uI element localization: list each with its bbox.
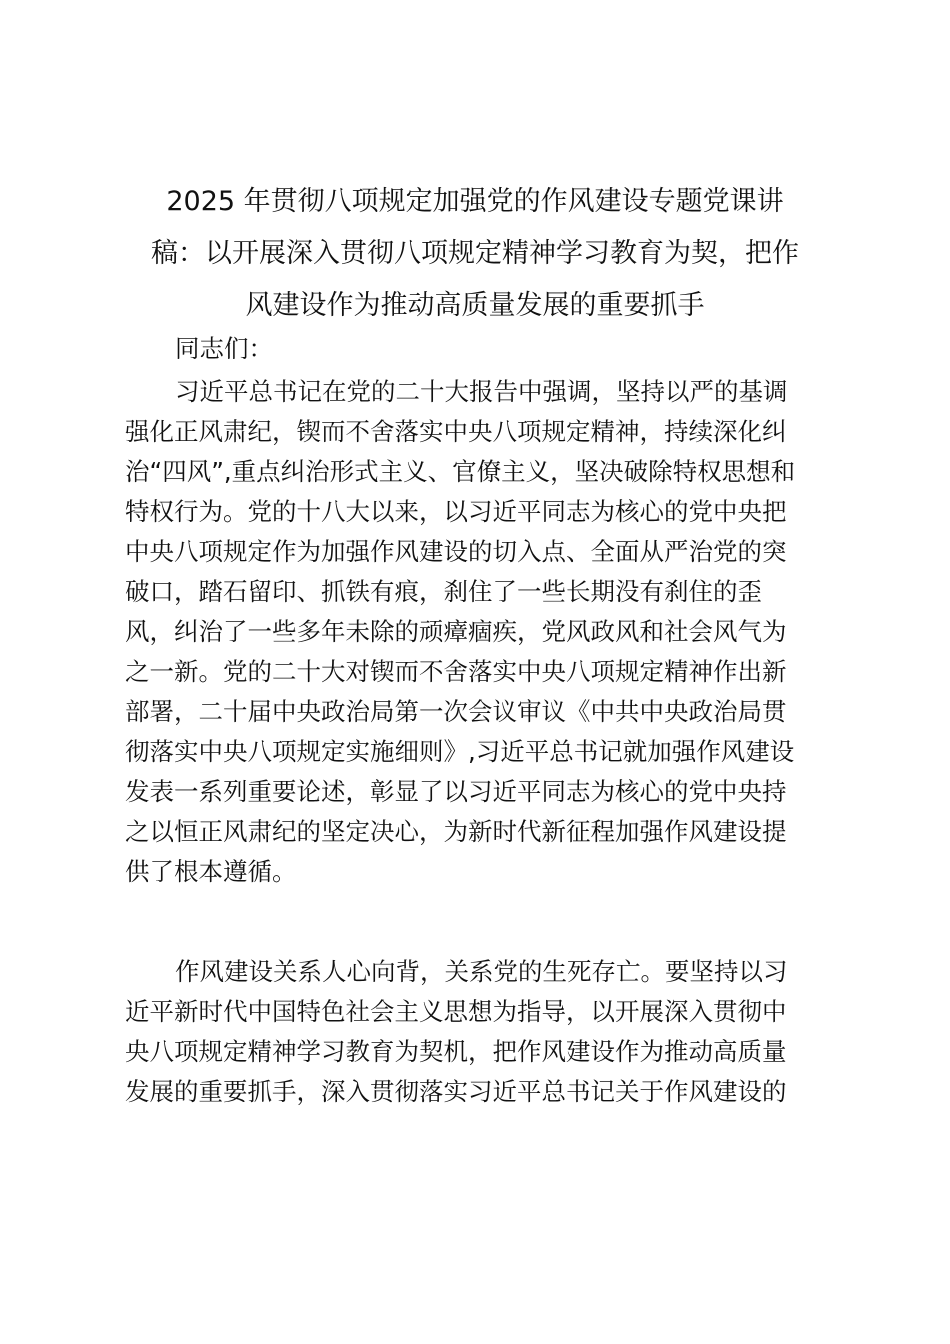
paragraph-line: 彻落实中央八项规定实施细则》,习近平总书记就加强作风建设 [125,737,795,766]
paragraph-line: 治“四风”,重点纠治形式主义、官僚主义，坚决破除特权思想和 [125,457,796,486]
paragraph-line: 作风建设关系人心向背，关系党的生死存亡。要坚持以习 [175,957,788,986]
paragraph-line: 央八项规定精神学习教育为契机，把作风建设作为推动高质量 [125,1037,787,1066]
title-line: 稿：以开展深入贯彻八项规定精神学习教育为契，把作 [151,238,799,269]
paragraph-2 [125,952,830,1112]
paragraph-line: 发表一系列重要论述，彰显了以习近平同志为核心的党中央持 [125,777,787,806]
paragraph-line: 中央八项规定作为加强作风建设的切入点、全面从严治党的突 [125,537,787,566]
paragraph-line: 发展的重要抓手，深入贯彻落实习近平总书记关于作风建设的 [125,1077,787,1106]
paragraph-line: 近平新时代中国特色社会主义思想为指导，以开展深入贯彻中 [125,997,787,1026]
paragraph-line: 之一新。党的二十大对锲而不舍落实中央八项规定精神作出新 [125,657,787,686]
paragraph-line: 习近平总书记在党的二十大报告中强调，坚持以严的基调 [175,377,788,406]
paragraph-line: 特权行为。党的十八大以来，以习近平同志为核心的党中央把 [125,497,787,526]
paragraph-line: 之以恒正风肃纪的坚定决心，为新时代新征程加强作风建设提 [125,817,787,846]
greeting-text: 同志们： [175,334,273,363]
paragraph-line: 部署，二十届中央政治局第一次会议审议《中共中央政治局贯 [125,697,787,726]
paragraph-1 [125,372,830,892]
paragraph-line: 风，纠治了一些多年未除的顽瘴痼疾，党风政风和社会风气为 [125,617,787,646]
title-line: 风建设作为推动高质量发展的重要抓手 [245,290,705,321]
paragraph-line: 供了根本遵循。 [125,857,297,886]
greeting [125,329,830,369]
document-title [125,176,825,332]
paragraph-line: 破口，踏石留印、抓铁有痕，刹住了一些长期没有刹住的歪 [125,577,762,606]
title-line: 2025 年贯彻八项规定加强党的作风建设专题党课讲 [166,186,784,217]
paragraph-line: 强化正风肃纪，锲而不舍落实中央八项规定精神，持续深化纠 [125,417,787,446]
